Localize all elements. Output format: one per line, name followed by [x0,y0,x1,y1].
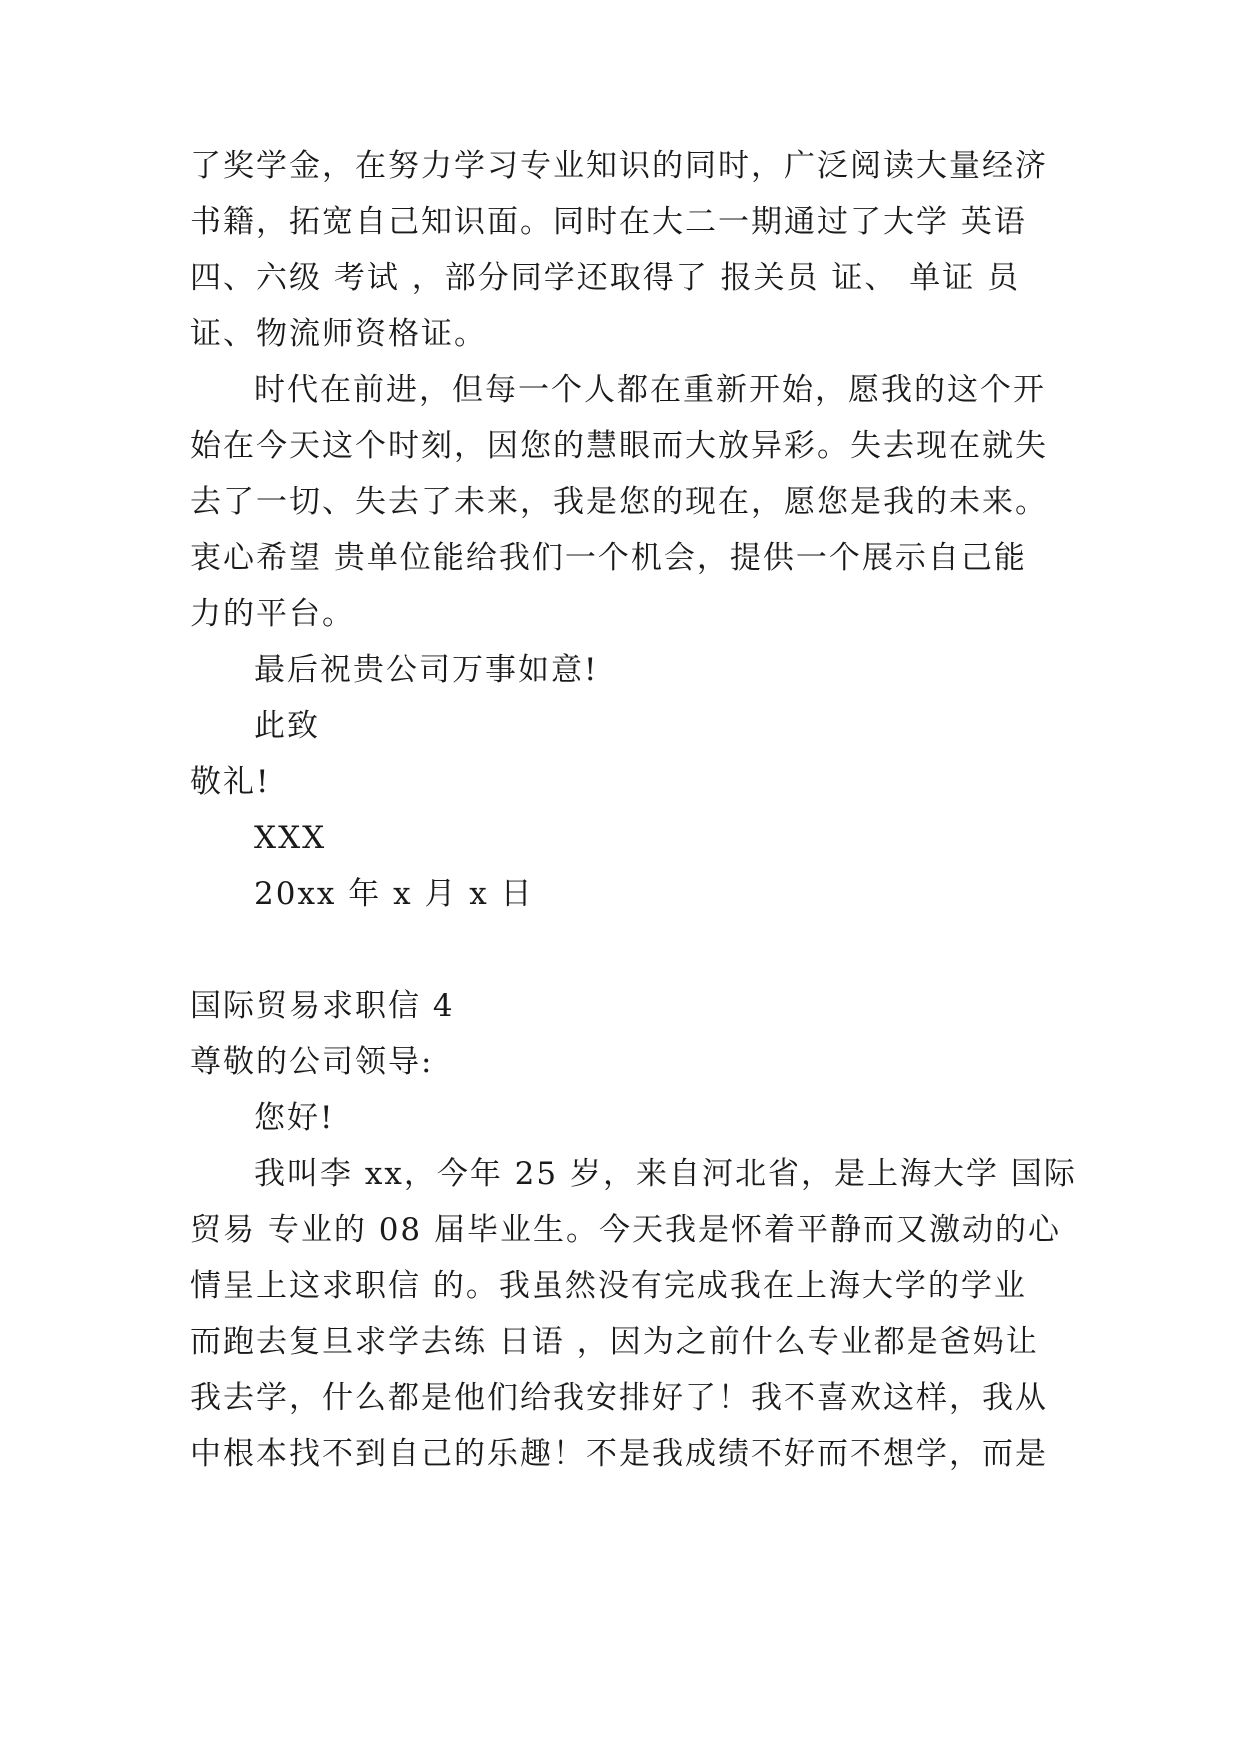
text-line: 衷心希望 贵单位能给我们一个机会，提供一个展示自己能 [190,540,1027,576]
text-line: 而跑去复旦求学去练 日语 ，因为之前什么专业都是爸妈让 [190,1324,1039,1360]
text-line: 书籍，拓宽自己知识面。同时在大二一期通过了大学 英语 [190,204,1027,240]
text-line: 力的平台。 [190,596,355,632]
text-line: 时代在前进，但每一个人都在重新开始，愿我的这个开 [254,372,1046,408]
text-line: 贸易 专业的 08 届毕业生。今天我是怀着平静而又激动的心 [190,1212,1062,1248]
text-line: 始在今天这个时刻，因您的慧眼而大放异彩。失去现在就失 [190,428,1048,464]
section-title: 国际贸易求职信 4 [190,988,455,1024]
closing-wish: 最后祝贵公司万事如意! [254,652,599,688]
signature: XXX [254,820,327,856]
text-line: 情呈上这求职信 的。我虽然没有完成我在上海大学的学业 [190,1268,1027,1304]
greeting: 您好! [254,1100,335,1136]
salutation-jingli: 敬礼! [190,764,271,800]
text-line: 四、六级 考试 ，部分同学还取得了 报关员 证、 单证 员 [190,260,1021,296]
text-line: 了奖学金，在努力学习专业知识的同时，广泛阅读大量经济 [190,148,1048,184]
salutation-cizhi: 此致 [254,708,320,744]
addressee: 尊敬的公司领导: [190,1044,434,1080]
text-line: 去了一切、失去了未来，我是您的现在，愿您是我的未来。 [190,484,1048,520]
text-line: 中根本找不到自己的乐趣！不是我成绩不好而不想学，而是 [190,1436,1048,1472]
text-line: 证、物流师资格证。 [190,316,487,352]
text-line: 我叫李 xx，今年 25 岁，来自河北省，是上海大学 国际 [254,1156,1077,1192]
text-line: 我去学，什么都是他们给我安排好了！我不喜欢这样，我从 [190,1380,1048,1416]
letter-date: 20xx 年 x 月 x 日 [254,876,534,912]
